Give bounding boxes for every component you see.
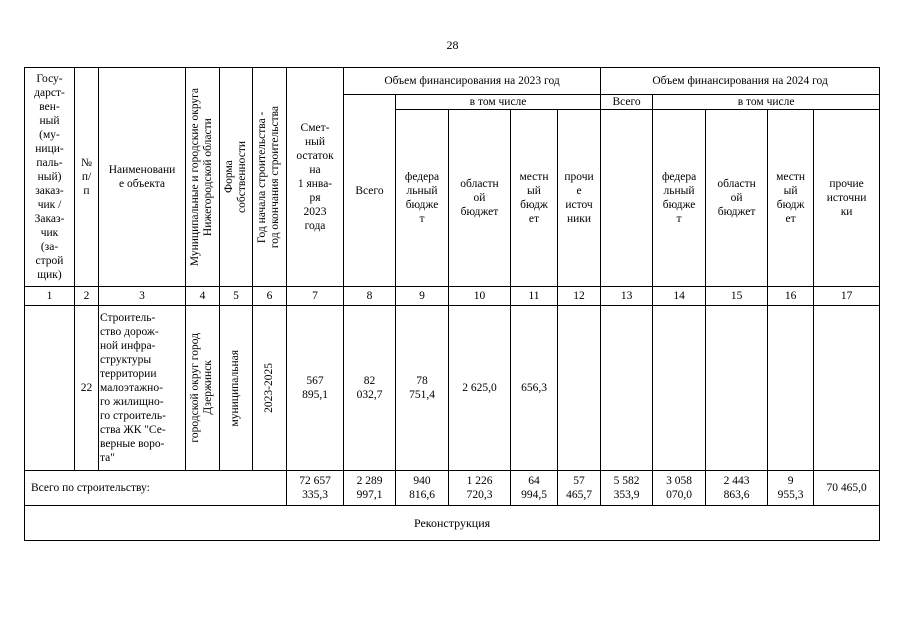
row-num: 22	[75, 306, 99, 471]
header-other-2024: прочие источни ки	[814, 110, 880, 287]
header-ownership: Форма собственности	[222, 141, 248, 213]
column-number: 5	[220, 287, 253, 306]
header-federal-2024: федера льный бюдже т	[653, 110, 706, 287]
header-estimated: Смет- ный остаток на 1 янва- ря 2023 года	[287, 68, 344, 287]
row-other-2023	[558, 306, 601, 471]
row-ownership-cell	[220, 306, 253, 471]
totals-total-2024: 5 582 353,9	[601, 471, 653, 506]
column-number: 17	[814, 287, 880, 306]
row-federal-2024	[653, 306, 706, 471]
column-number: 8	[344, 287, 396, 306]
header-num: № п/ п	[75, 68, 99, 287]
totals-federal-2024: 3 058 070,0	[653, 471, 706, 506]
row-other-2024	[814, 306, 880, 471]
column-number: 10	[449, 287, 511, 306]
page-number: 28	[446, 38, 459, 52]
header-fin-2023: Объем финансирования на 2023 год	[344, 68, 601, 95]
header-municipal-cell	[186, 68, 220, 287]
header-fin-2024: Объем финансирования на 2024 год	[601, 68, 880, 95]
row-customer	[25, 306, 75, 471]
row-regional-2023: 2 625,0	[449, 306, 511, 471]
column-number: 16	[768, 287, 814, 306]
column-number: 12	[558, 287, 601, 306]
column-number: 2	[75, 287, 99, 306]
header-including-2024: в том числе	[653, 95, 880, 110]
header-regional-2024: областн ой бюджет	[706, 110, 768, 287]
totals-local-2024: 9 955,3	[768, 471, 814, 506]
totals-other-2024: 70 465,0	[814, 471, 880, 506]
header-years-cell	[253, 68, 287, 287]
row-estimated: 567 895,1	[287, 306, 344, 471]
totals-local-2023: 64 994,5	[511, 471, 558, 506]
totals-regional-2024: 2 443 863,6	[706, 471, 768, 506]
column-number: 9	[396, 287, 449, 306]
column-number: 4	[186, 287, 220, 306]
section-title: Реконструкция	[25, 506, 880, 541]
row-object-name: Строитель- ство дорож- ной инфра- структуры территории малоэтажно- го жилищно- го строитель- ства ЖК "Се- верные воро- та"	[99, 306, 186, 471]
header-years: Год начала строительства - год окончания строительства	[256, 105, 282, 249]
header-total-2023: Всего	[344, 95, 396, 287]
row-ownership: муниципальная	[229, 349, 242, 427]
section-row	[25, 506, 880, 541]
totals-federal-2023: 940 816,6	[396, 471, 449, 506]
row-municipal-cell	[186, 306, 220, 471]
header-regional-2023: областн ой бюджет	[449, 110, 511, 287]
header-local-2023: местн ый бюдж ет	[511, 110, 558, 287]
column-numbers-row	[25, 287, 880, 306]
totals-total-2023: 2 289 997,1	[344, 471, 396, 506]
header-including-2023: в том числе	[396, 95, 601, 110]
column-number: 14	[653, 287, 706, 306]
column-number: 7	[287, 287, 344, 306]
column-number: 11	[511, 287, 558, 306]
column-number: 13	[601, 287, 653, 306]
header-local-2024: местн ый бюдж ет	[768, 110, 814, 287]
column-number: 15	[706, 287, 768, 306]
row-local-2023: 656,3	[511, 306, 558, 471]
header-row-1	[25, 68, 880, 95]
column-number: 1	[25, 287, 75, 306]
financing-table	[24, 67, 880, 541]
column-number: 3	[99, 287, 186, 306]
row-municipal: городской округ город Дзержинск	[189, 333, 215, 443]
row-regional-2024	[706, 306, 768, 471]
header-customer: Госу- дарст- вен- ный (му- ници- паль- ный) заказ- чик / Заказ- чик (за- строй щик)	[25, 68, 75, 287]
header-federal-2023: федера льный бюдже т	[396, 110, 449, 287]
row-federal-2023: 78 751,4	[396, 306, 449, 471]
header-total-2024-empty	[601, 110, 653, 287]
header-object-name: Наименовани е объекта	[99, 68, 186, 287]
row-years-cell	[253, 306, 287, 471]
row-total-2023: 82 032,7	[344, 306, 396, 471]
totals-label: Всего по строительству:	[25, 471, 287, 506]
row-total-2024	[601, 306, 653, 471]
row-local-2024	[768, 306, 814, 471]
header-municipal: Муниципальные и городские округа Нижегородской области	[189, 87, 215, 267]
column-number: 6	[253, 287, 287, 306]
totals-regional-2023: 1 226 720,3	[449, 471, 511, 506]
totals-other-2023: 57 465,7	[558, 471, 601, 506]
row-years: 2023-2025	[262, 363, 275, 413]
header-other-2023: прочи е источ ники	[558, 110, 601, 287]
header-ownership-cell	[220, 68, 253, 287]
table-row	[25, 306, 880, 471]
totals-row	[25, 471, 880, 506]
totals-estimated: 72 657 335,3	[287, 471, 344, 506]
header-total-2024: Всего	[601, 95, 653, 110]
